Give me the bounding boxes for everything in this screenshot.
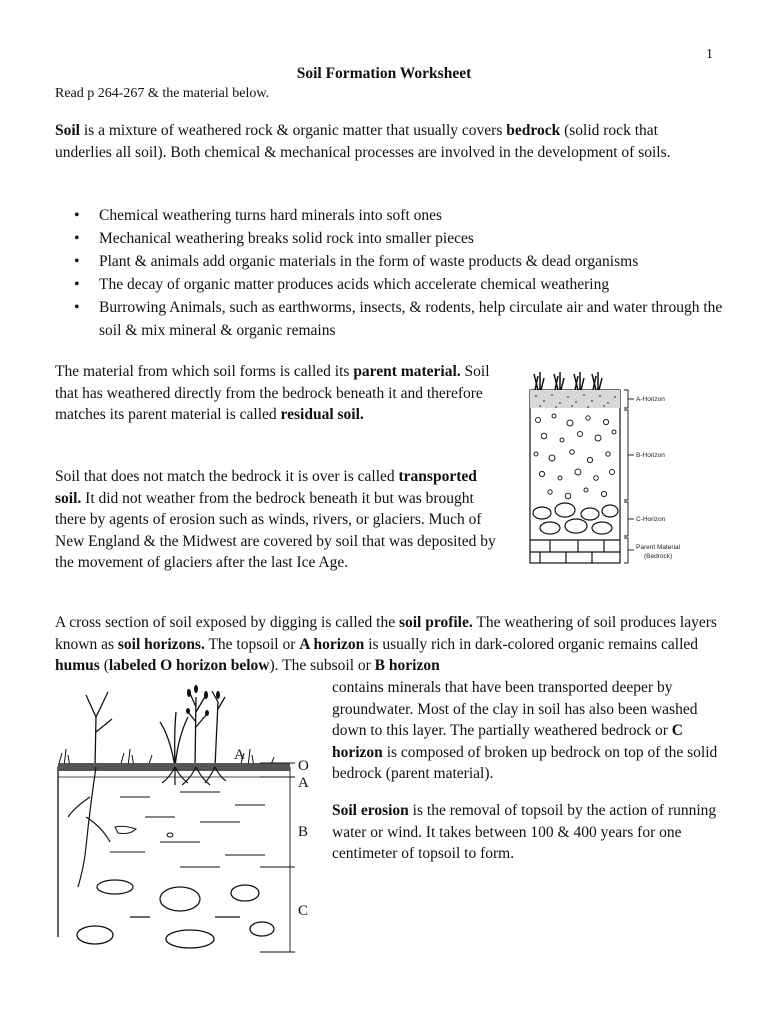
- term-residual-soil: residual soil.: [280, 406, 364, 423]
- plants: [86, 689, 225, 767]
- grass-tufts: [534, 372, 602, 390]
- term-b-horizon: B horizon: [374, 657, 440, 674]
- term-soil: Soil: [55, 122, 80, 139]
- paragraph-text: is the removal of topsoil by the action of running water or wind. It takes between 100 & 400 years for one centimeter of topsoil to form.: [332, 802, 717, 862]
- b-horizon-layer: [534, 414, 616, 499]
- page-title: Soil Formation Worksheet: [296, 65, 472, 82]
- inner-a-label: A: [234, 747, 245, 763]
- roots: [68, 767, 226, 887]
- paragraph-text: ). The subsoil or: [269, 657, 375, 674]
- soil-erosion-paragraph: [332, 800, 732, 865]
- paragraph-text: The weathering of soil produces layers known as: [55, 614, 717, 653]
- c-horizon-label: C-Horizon: [636, 516, 666, 523]
- paragraph-text: It did not weather from the bedrock beneath it but was brought there by agents of erosion such as winds, rivers, or glaciers. Much of New England & the Midwest are covered by soil that was deposited by the movement of glaciers after the last Ice Age.: [55, 489, 496, 571]
- bedrock-layer: [530, 540, 620, 563]
- intro-paragraph: [55, 120, 715, 163]
- reading-note: Read p 264-267 & the material below.: [55, 86, 270, 101]
- bullet-item: • Chemical weathering turns hard minerals into soft ones: [74, 204, 734, 227]
- intro-text: (solid rock that underlies all soil). Both chemical & mechanical processes are involved in the development of soils.: [55, 122, 671, 161]
- a-horizon-layer: [530, 390, 620, 408]
- process-bullet-list: [74, 204, 734, 342]
- paragraph-text: (: [99, 657, 109, 674]
- term-soil-erosion: Soil erosion: [332, 802, 409, 819]
- paragraph-text: The topsoil or: [204, 635, 300, 653]
- a-horizon-label: A-Horizon: [636, 396, 665, 403]
- horizon-brackets: [624, 390, 634, 563]
- c-horizon-label: C: [298, 903, 309, 919]
- a-horizon-label: A: [298, 775, 309, 791]
- transported-soil-paragraph: [55, 466, 505, 574]
- paragraph-text: Soil that does not match the bedrock it is over is called: [55, 468, 399, 485]
- paragraph-text: contains minerals that have been transported deeper by groundwater. Most of the clay in soil has also been washed down to this layer. The partially weathered bedrock or: [332, 679, 698, 739]
- b-horizon-label: B-Horizon: [636, 452, 665, 459]
- o-horizon-label: O: [298, 758, 309, 774]
- term-humus: humus: [55, 657, 100, 674]
- term-transported-soil: transported soil.: [55, 468, 477, 507]
- soil-profile-diagram: [50, 677, 330, 967]
- page-number: 1: [706, 47, 713, 62]
- bullet-item: • The decay of organic matter produces acids which accelerate chemical weathering: [74, 273, 734, 296]
- bedrock-label: (Bedrock): [644, 553, 673, 560]
- b-horizon-label: B: [298, 824, 309, 840]
- term-parent-material: parent material.: [353, 363, 461, 380]
- note-o-horizon: labeled O horizon below: [108, 657, 270, 674]
- intro-text: is a mixture of weathered rock & organic matter that usually covers: [79, 122, 507, 139]
- term-c-horizon: C horizon: [332, 722, 683, 761]
- paragraph-text: A cross section of soil exposed by digging is called the: [55, 614, 399, 631]
- term-soil-profile: soil profile.: [398, 614, 473, 631]
- term-soil-horizons: soil horizons.: [117, 635, 205, 653]
- c-horizon-layer: [533, 503, 618, 534]
- parent-material-paragraph: [55, 361, 515, 426]
- paragraph-text: is usually rich in dark-colored organic remains called: [364, 635, 699, 653]
- soil-profile-paragraph: [55, 612, 725, 677]
- bullet-item: • Mechanical weathering breaks solid rock into smaller pieces: [74, 227, 734, 250]
- b-horizon-layer: [110, 792, 265, 867]
- soil-profile-continued: [332, 677, 732, 785]
- paragraph-text: The material from which soil forms is called its: [55, 363, 354, 380]
- paragraph-text: is composed of broken up bedrock on top of the solid bedrock (parent material).: [332, 743, 718, 782]
- term-bedrock: bedrock: [506, 122, 561, 139]
- parent-material-label: Parent Material: [636, 544, 681, 551]
- paragraph-text: Soil that has weathered directly from the bedrock beneath it and therefore matches its parent material is called: [55, 363, 490, 423]
- bullet-item: • Plant & animals add organic materials in the form of waste products & dead organisms: [74, 250, 734, 273]
- soil-horizons-diagram: [520, 368, 720, 573]
- term-a-horizon: A horizon: [299, 635, 365, 653]
- c-horizon-layer: [77, 880, 274, 948]
- bullet-item: • Burrowing Animals, such as earthworms, insects, & rodents, help circulate air and water through the soil & mix mineral & organic remains: [74, 296, 734, 342]
